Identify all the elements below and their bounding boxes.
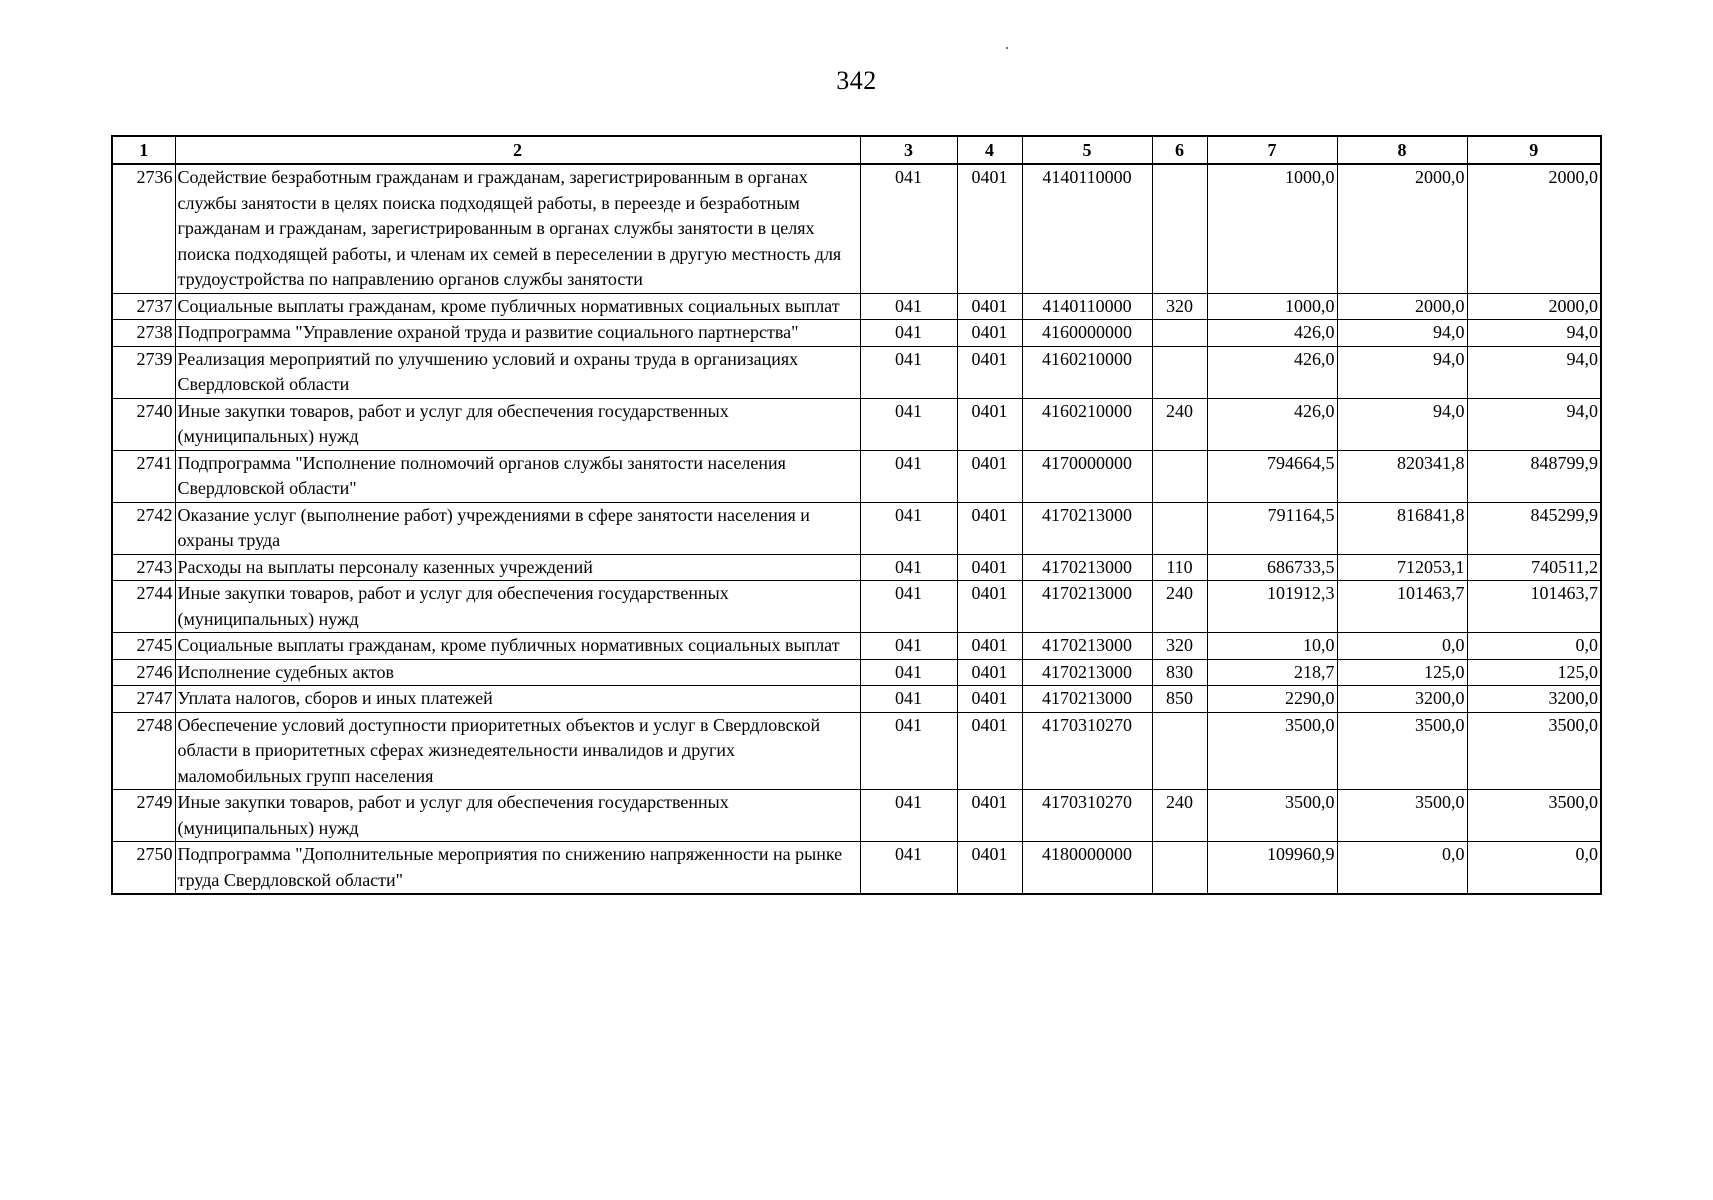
- section-code: 0401: [957, 790, 1022, 842]
- item-name: Подпрограмма "Управление охраной труда и развитие социального партнерства": [175, 320, 860, 347]
- amount-col-7: 791164,5: [1207, 502, 1337, 554]
- amount-col-9: 125,0: [1467, 659, 1601, 686]
- amount-col-8: 820341,8: [1337, 450, 1467, 502]
- amount-col-8: 125,0: [1337, 659, 1467, 686]
- column-header-4: 4: [957, 136, 1022, 164]
- expense-type-code: [1152, 842, 1207, 895]
- table-row: [112, 712, 1601, 790]
- expense-type-code: 240: [1152, 790, 1207, 842]
- section-code: 0401: [957, 581, 1022, 633]
- ministry-code: 041: [860, 686, 957, 713]
- expense-type-code: [1152, 502, 1207, 554]
- amount-col-9: 94,0: [1467, 398, 1601, 450]
- table-row: [112, 633, 1601, 660]
- expense-type-code: [1152, 712, 1207, 790]
- amount-col-9: 740511,2: [1467, 554, 1601, 581]
- table-row: [112, 842, 1601, 895]
- amount-col-7: 218,7: [1207, 659, 1337, 686]
- section-code: 0401: [957, 346, 1022, 398]
- target-article-code: 4170310270: [1022, 712, 1152, 790]
- table-body: [112, 164, 1601, 894]
- amount-col-9: 0,0: [1467, 842, 1601, 895]
- amount-col-7: 686733,5: [1207, 554, 1337, 581]
- table-row: [112, 554, 1601, 581]
- amount-col-9: 3200,0: [1467, 686, 1601, 713]
- row-number: 2737: [112, 293, 175, 320]
- amount-col-8: 3200,0: [1337, 686, 1467, 713]
- ministry-code: 041: [860, 659, 957, 686]
- column-header-5: 5: [1022, 136, 1152, 164]
- amount-col-8: 101463,7: [1337, 581, 1467, 633]
- row-number: 2738: [112, 320, 175, 347]
- table-row: [112, 346, 1601, 398]
- ministry-code: 041: [860, 712, 957, 790]
- column-header-9: 9: [1467, 136, 1601, 164]
- section-code: 0401: [957, 502, 1022, 554]
- target-article-code: 4170213000: [1022, 659, 1152, 686]
- section-code: 0401: [957, 320, 1022, 347]
- column-header-7: 7: [1207, 136, 1337, 164]
- row-number: 2739: [112, 346, 175, 398]
- amount-col-8: 0,0: [1337, 633, 1467, 660]
- row-number: 2750: [112, 842, 175, 895]
- ministry-code: 041: [860, 842, 957, 895]
- target-article-code: 4140110000: [1022, 293, 1152, 320]
- ministry-code: 041: [860, 450, 957, 502]
- table-row: [112, 502, 1601, 554]
- expense-type-code: 830: [1152, 659, 1207, 686]
- section-code: 0401: [957, 842, 1022, 895]
- target-article-code: 4180000000: [1022, 842, 1152, 895]
- section-code: 0401: [957, 554, 1022, 581]
- ministry-code: 041: [860, 633, 957, 660]
- row-number: 2742: [112, 502, 175, 554]
- expense-type-code: [1152, 346, 1207, 398]
- section-code: 0401: [957, 686, 1022, 713]
- target-article-code: 4170213000: [1022, 502, 1152, 554]
- item-name: Исполнение судебных актов: [175, 659, 860, 686]
- target-article-code: 4160210000: [1022, 346, 1152, 398]
- target-article-code: 4170213000: [1022, 581, 1152, 633]
- amount-col-8: 712053,1: [1337, 554, 1467, 581]
- target-article-code: 4170000000: [1022, 450, 1152, 502]
- table-row: [112, 293, 1601, 320]
- column-header-8: 8: [1337, 136, 1467, 164]
- ministry-code: 041: [860, 554, 957, 581]
- amount-col-8: 3500,0: [1337, 712, 1467, 790]
- amount-col-9: 2000,0: [1467, 293, 1601, 320]
- ministry-code: 041: [860, 398, 957, 450]
- ministry-code: 041: [860, 346, 957, 398]
- target-article-code: 4170213000: [1022, 554, 1152, 581]
- expense-type-code: 110: [1152, 554, 1207, 581]
- column-header-3: 3: [860, 136, 957, 164]
- amount-col-7: 10,0: [1207, 633, 1337, 660]
- amount-col-8: 3500,0: [1337, 790, 1467, 842]
- amount-col-8: 2000,0: [1337, 293, 1467, 320]
- table-row: [112, 659, 1601, 686]
- amount-col-8: 94,0: [1337, 346, 1467, 398]
- item-name: Уплата налогов, сборов и иных платежей: [175, 686, 860, 713]
- amount-col-7: 101912,3: [1207, 581, 1337, 633]
- amount-col-7: 1000,0: [1207, 293, 1337, 320]
- section-code: 0401: [957, 450, 1022, 502]
- section-code: 0401: [957, 712, 1022, 790]
- table-row: [112, 320, 1601, 347]
- amount-col-8: 2000,0: [1337, 164, 1467, 293]
- table-row: [112, 398, 1601, 450]
- expense-type-code: 850: [1152, 686, 1207, 713]
- ministry-code: 041: [860, 790, 957, 842]
- amount-col-9: 2000,0: [1467, 164, 1601, 293]
- amount-col-7: 2290,0: [1207, 686, 1337, 713]
- expense-type-code: 240: [1152, 581, 1207, 633]
- amount-col-9: 0,0: [1467, 633, 1601, 660]
- target-article-code: 4170310270: [1022, 790, 1152, 842]
- row-number: 2748: [112, 712, 175, 790]
- amount-col-7: 109960,9: [1207, 842, 1337, 895]
- amount-col-7: 1000,0: [1207, 164, 1337, 293]
- row-number: 2740: [112, 398, 175, 450]
- target-article-code: 4170213000: [1022, 633, 1152, 660]
- amount-col-9: 3500,0: [1467, 790, 1601, 842]
- expense-type-code: [1152, 320, 1207, 347]
- amount-col-7: 3500,0: [1207, 712, 1337, 790]
- target-article-code: 4170213000: [1022, 686, 1152, 713]
- page-number: 342: [836, 66, 877, 95]
- item-name: Иные закупки товаров, работ и услуг для обеспечения государственных (муниципальных) нужд: [175, 790, 860, 842]
- scan-speck: [1006, 47, 1008, 49]
- amount-col-8: 0,0: [1337, 842, 1467, 895]
- row-number: 2749: [112, 790, 175, 842]
- row-number: 2741: [112, 450, 175, 502]
- ministry-code: 041: [860, 293, 957, 320]
- table-row: [112, 790, 1601, 842]
- table-row: [112, 686, 1601, 713]
- item-name: Реализация мероприятий по улучшению условий и охраны труда в организациях Свердловской области: [175, 346, 860, 398]
- amount-col-8: 94,0: [1337, 320, 1467, 347]
- ministry-code: 041: [860, 320, 957, 347]
- target-article-code: 4160000000: [1022, 320, 1152, 347]
- amount-col-7: 3500,0: [1207, 790, 1337, 842]
- table-header-row: [112, 136, 1601, 164]
- target-article-code: 4140110000: [1022, 164, 1152, 293]
- item-name: Социальные выплаты гражданам, кроме публичных нормативных социальных выплат: [175, 293, 860, 320]
- expense-type-code: 240: [1152, 398, 1207, 450]
- expense-type-code: 320: [1152, 633, 1207, 660]
- row-number: 2747: [112, 686, 175, 713]
- table-row: [112, 450, 1601, 502]
- section-code: 0401: [957, 398, 1022, 450]
- amount-col-9: 94,0: [1467, 346, 1601, 398]
- expense-type-code: [1152, 164, 1207, 293]
- column-header-6: 6: [1152, 136, 1207, 164]
- amount-col-7: 426,0: [1207, 320, 1337, 347]
- item-name: Социальные выплаты гражданам, кроме публичных нормативных социальных выплат: [175, 633, 860, 660]
- amount-col-7: 794664,5: [1207, 450, 1337, 502]
- row-number: 2743: [112, 554, 175, 581]
- section-code: 0401: [957, 293, 1022, 320]
- target-article-code: 4160210000: [1022, 398, 1152, 450]
- table-row: [112, 164, 1601, 293]
- item-name: Подпрограмма "Дополнительные мероприятия по снижению напряженности на рынке труда Свердловской области": [175, 842, 860, 895]
- amount-col-8: 816841,8: [1337, 502, 1467, 554]
- amount-col-7: 426,0: [1207, 398, 1337, 450]
- row-number: 2736: [112, 164, 175, 293]
- amount-col-9: 845299,9: [1467, 502, 1601, 554]
- ministry-code: 041: [860, 581, 957, 633]
- expense-type-code: [1152, 450, 1207, 502]
- ministry-code: 041: [860, 502, 957, 554]
- amount-col-9: 94,0: [1467, 320, 1601, 347]
- amount-col-8: 94,0: [1337, 398, 1467, 450]
- item-name: Оказание услуг (выполнение работ) учреждениями в сфере занятости населения и охраны труда: [175, 502, 860, 554]
- amount-col-9: 3500,0: [1467, 712, 1601, 790]
- section-code: 0401: [957, 633, 1022, 660]
- row-number: 2745: [112, 633, 175, 660]
- amount-col-9: 848799,9: [1467, 450, 1601, 502]
- row-number: 2746: [112, 659, 175, 686]
- table-row: [112, 581, 1601, 633]
- budget-table: [111, 135, 1602, 895]
- item-name: Иные закупки товаров, работ и услуг для обеспечения государственных (муниципальных) нужд: [175, 398, 860, 450]
- amount-col-9: 101463,7: [1467, 581, 1601, 633]
- column-header-1: 1: [112, 136, 175, 164]
- item-name: Иные закупки товаров, работ и услуг для обеспечения государственных (муниципальных) нужд: [175, 581, 860, 633]
- expense-type-code: 320: [1152, 293, 1207, 320]
- section-code: 0401: [957, 659, 1022, 686]
- item-name: Расходы на выплаты персоналу казенных учреждений: [175, 554, 860, 581]
- section-code: 0401: [957, 164, 1022, 293]
- amount-col-7: 426,0: [1207, 346, 1337, 398]
- item-name: Содействие безработным гражданам и гражданам, зарегистрированным в органах службы занятости в целях поиска подходящей работы, в переезде и безработным гражданам и гражданам, зарегистрированным в органах службы занятости в целях поиска подходящей работы, и членам их семей в переселении в другую местность для трудоустройства по направлению органов службы занятости: [175, 164, 860, 293]
- ministry-code: 041: [860, 164, 957, 293]
- item-name: Подпрограмма "Исполнение полномочий органов службы занятости населения Свердловской области": [175, 450, 860, 502]
- column-header-2: 2: [175, 136, 860, 164]
- item-name: Обеспечение условий доступности приоритетных объектов и услуг в Свердловской области в приоритетных сферах жизнедеятельности инвалидов и других маломобильных групп населения: [175, 712, 860, 790]
- row-number: 2744: [112, 581, 175, 633]
